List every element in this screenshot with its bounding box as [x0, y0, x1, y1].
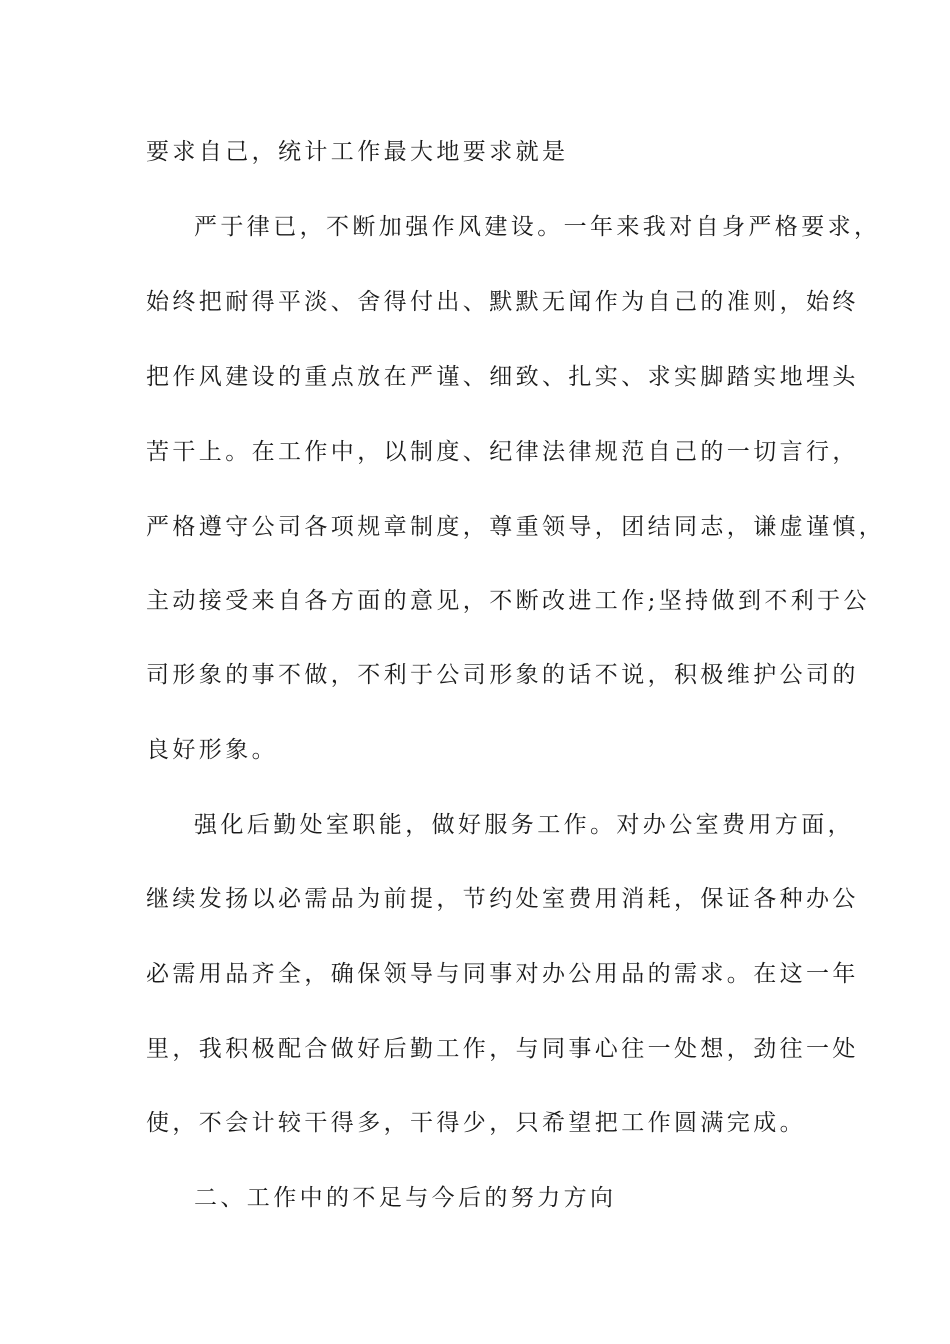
paragraph-line: 使，不会计较干得多，干得少，只希望把工作圆满完成。 [146, 1110, 806, 1136]
paragraph-line: 把作风建设的重点放在严谨、细致、扎实、求实脚踏实地埋头 [146, 364, 859, 390]
paragraph-line: 良好形象。 [146, 737, 278, 763]
paragraph-line: 司形象的事不做，不利于公司形象的话不说，积极维护公司的 [146, 662, 859, 688]
paragraph-line: 始终把耐得平淡、舍得付出、默默无闻作为自己的准则，始终 [146, 289, 859, 315]
paragraph-line: 必需用品齐全，确保领导与同事对办公用品的需求。在这一年 [146, 961, 859, 987]
section-heading: 二、工作中的不足与今后的努力方向 [194, 1185, 617, 1211]
paragraph-line: 里，我积极配合做好后勤工作，与同事心往一处想，劲往一处 [146, 1036, 859, 1062]
paragraph-line: 主动接受来自各方面的意见，不断改进工作;坚持做到不利于公 [146, 588, 870, 614]
paragraph-line: 严于律已，不断加强作风建设。一年来我对自身严格要求， [194, 214, 881, 240]
paragraph-line: 苦干上。在工作中，以制度、纪律法律规范自己的一切言行， [146, 439, 859, 465]
paragraph-line: 强化后勤处室职能，做好服务工作。对办公室费用方面， [194, 812, 854, 838]
paragraph-line: 要求自己，统计工作最大地要求就是 [146, 139, 569, 165]
paragraph-line: 继续发扬以必需品为前提，节约处室费用消耗，保证各种办公 [146, 886, 859, 912]
paragraph-line: 严格遵守公司各项规章制度，尊重领导，团结同志，谦虚谨慎， [146, 514, 886, 540]
